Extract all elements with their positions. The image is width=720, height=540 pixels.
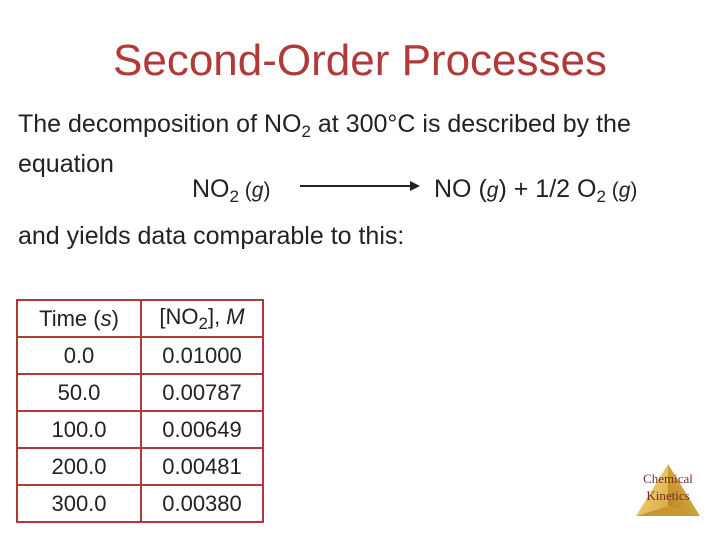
products-state-1: g (486, 179, 499, 202)
reactant-state-close: ) (263, 179, 271, 202)
table-row (17, 448, 263, 485)
header-conc-label: [NO (159, 303, 199, 329)
products-part-2: ) + 1/2 O (498, 175, 597, 203)
time-cell: 300.0 (17, 485, 141, 522)
reactant-state-open: ( (238, 179, 252, 202)
chemical-kinetics-badge (632, 462, 704, 518)
intro-text: The decomposition of NO (18, 110, 302, 138)
table-row (17, 485, 263, 522)
header-time (17, 300, 141, 337)
intro-subscript: 2 (301, 122, 311, 141)
reactant-state: g (251, 179, 264, 202)
table-row (17, 411, 263, 448)
intro-paragraph (18, 108, 708, 180)
equation-products (434, 175, 637, 207)
conc-cell: 0.00481 (141, 448, 263, 485)
conc-cell: 0.00787 (141, 374, 263, 411)
header-conc-unit: M (226, 303, 245, 329)
table-row (17, 374, 263, 411)
header-conc-close: ], (207, 303, 227, 329)
header-concentration (141, 300, 263, 337)
header-time-close: ) (111, 305, 119, 331)
badge-line-2: Kinetics (646, 488, 690, 503)
time-cell: 200.0 (17, 448, 141, 485)
reactant-subscript: 2 (229, 187, 239, 206)
header-time-unit: s (100, 305, 112, 331)
badge-label (632, 470, 704, 504)
products-part-1: NO ( (434, 175, 487, 203)
header-conc-subscript: 2 (198, 313, 208, 333)
reactant-formula: NO (192, 175, 230, 203)
closing-text: and yields data comparable to this: (18, 222, 405, 250)
products-part-3: ( (605, 179, 619, 202)
time-cell: 100.0 (17, 411, 141, 448)
reaction-arrow (300, 176, 420, 198)
products-state-2: g (618, 179, 631, 202)
slide-title: Second-Order Processes (113, 36, 607, 85)
products-part-4: ) (630, 179, 638, 202)
time-cell: 0.0 (17, 337, 141, 374)
header-time-label: Time ( (39, 305, 101, 331)
time-cell: 50.0 (17, 374, 141, 411)
badge-line-1: Chemical (643, 471, 693, 486)
table-row (17, 337, 263, 374)
conc-cell: 0.01000 (141, 337, 263, 374)
conc-cell: 0.00649 (141, 411, 263, 448)
data-table (16, 299, 264, 523)
equation-reactant (192, 175, 270, 207)
products-subscript: 2 (596, 187, 606, 206)
conc-cell: 0.00380 (141, 485, 263, 522)
intro-text-after: at 300°C is described by the equation (18, 110, 631, 178)
table-header-row (17, 300, 263, 337)
